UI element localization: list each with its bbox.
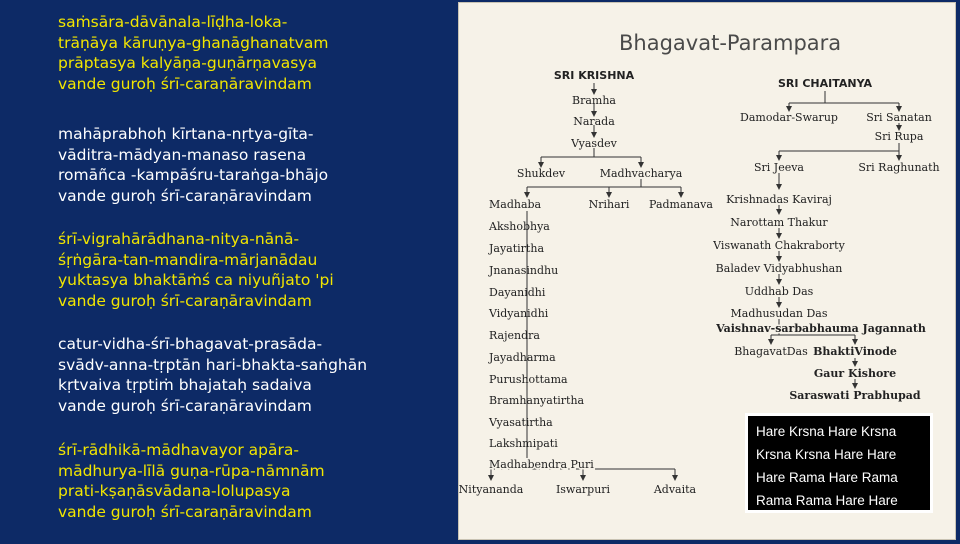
verse-line: saṁsāra-dāvānala-līḍha-loka- (58, 13, 288, 31)
node: Jayadharma (489, 351, 556, 364)
node: BhaktiVinode (813, 345, 897, 358)
node: Vyasatirtha (489, 416, 553, 429)
verse-line: śrī-vigrahārādhana-nitya-nānā- (58, 230, 300, 248)
node: Akshobhya (489, 220, 550, 233)
verse-1 (58, 12, 328, 94)
node: Madhvacharya (599, 167, 683, 180)
verse-line: mādhurya-līlā guṇa-rūpa-nāmnām (58, 461, 325, 480)
verse-line: romāñca -kampāśru-taraṅga-bhājo (58, 166, 329, 184)
node: Uddhab Das (744, 285, 814, 298)
mantra-line: Hare Krsna Hare Krsna (756, 424, 897, 439)
verse-panel (0, 0, 452, 540)
verse-line: prāptasya kalyāṇa-guṇārṇavasya (58, 54, 317, 72)
node: Vaishnav-sarbabhauma Jagannath (716, 322, 926, 335)
verse-line: vāditra-mādyan-manaso rasena (58, 145, 307, 164)
node: Madhusudan Das (730, 307, 828, 320)
node: Baladev Vidyabhushan (715, 262, 843, 275)
node: Iswarpuri (555, 483, 611, 496)
node: Nityananda (459, 483, 524, 496)
node: Madhaba (489, 198, 542, 211)
verse-line: yuktasya bhaktāṁś ca niyuñjato 'pi (58, 271, 334, 289)
verse-line: vande guroḥ śrī-caraṇāravindam (58, 396, 312, 415)
verse-line: svādv-anna-tṛptān hari-bhakta-saṅghān (58, 355, 368, 374)
node: Bramha (572, 94, 616, 107)
node: Jayatirtha (489, 242, 544, 255)
verse-line: śrī-rādhikā-mādhavayor apāra- (58, 441, 299, 459)
node: Sri Sanatan (866, 111, 932, 124)
verse-line: catur-vidha-śrī-bhagavat-prasāda- (58, 335, 323, 353)
node: Bramhanyatirtha (489, 394, 585, 407)
node: Sri Rupa (874, 130, 924, 143)
node: Advaita (653, 483, 697, 496)
node: Gaur Kishore (813, 367, 897, 380)
node: Nrihari (588, 198, 630, 211)
mantra-line: Krsna Krsna Hare Hare (756, 447, 897, 462)
node: Jnanasindhu (489, 264, 559, 277)
chaitanya-line (712, 77, 939, 402)
node: Madhabendra Puri (489, 458, 594, 471)
mantra-line: Hare Rama Hare Rama (756, 470, 898, 485)
verse-line: śṛṅgāra-tan-mandira-mārjanādau (58, 250, 318, 269)
verse-3 (58, 229, 334, 311)
node: Lakshmipati (489, 437, 558, 450)
node: Sri Jeeva (753, 161, 805, 174)
verse-line: mahāprabhoḥ kīrtana-nṛtya-gīta- (58, 125, 314, 143)
mantra-line: Rama Rama Hare Hare (756, 493, 898, 508)
verse-line: prati-kṣaṇāsvādana-lolupasya (58, 482, 291, 500)
node: Damodar-Swarup (740, 111, 838, 124)
node: Narottam Thakur (730, 216, 828, 229)
verse-line: vande guroḥ śrī-caraṇāravindam (58, 74, 312, 93)
node-sri-chaitanya: SRI CHAITANYA (778, 77, 872, 90)
node: Rajendra (489, 329, 540, 342)
verse-line: kṛtvaiva tṛptiṁ bhajataḥ sadaiva (58, 376, 312, 394)
verse-4 (58, 334, 367, 416)
node: BhagavatDas (734, 345, 808, 358)
node: Vidyanidhi (489, 307, 549, 320)
verse-line: vande guroḥ śrī-caraṇāravindam (58, 291, 312, 310)
verse-2 (58, 124, 328, 206)
node: Vyasdev (571, 137, 617, 150)
node-sri-krishna: SRI KRISHNA (553, 69, 635, 82)
node: Saraswati Prabhupad (789, 389, 921, 402)
verse-5 (58, 440, 325, 522)
node: Purushottama (489, 373, 568, 386)
verse-line: vande guroḥ śrī-caraṇāravindam (58, 186, 312, 205)
node: Shukdev (516, 167, 566, 180)
krishna-line (459, 69, 713, 496)
verse-line: trāṇāya kāruṇya-ghanāghanatvam (58, 33, 329, 52)
diagram-title: Bhagavat-Parampara (619, 31, 842, 55)
node: Krishnadas Kaviraj (726, 193, 832, 206)
node: Dayanidhi (489, 286, 546, 299)
node: Padmanava (649, 198, 713, 211)
node: Narada (573, 115, 615, 128)
hare-krsna-mantra-box (745, 413, 933, 513)
node: Sri Raghunath (858, 161, 940, 174)
node: Viswanath Chakraborty (713, 239, 845, 252)
verse-line: vande guroḥ śrī-caraṇāravindam (58, 502, 312, 521)
